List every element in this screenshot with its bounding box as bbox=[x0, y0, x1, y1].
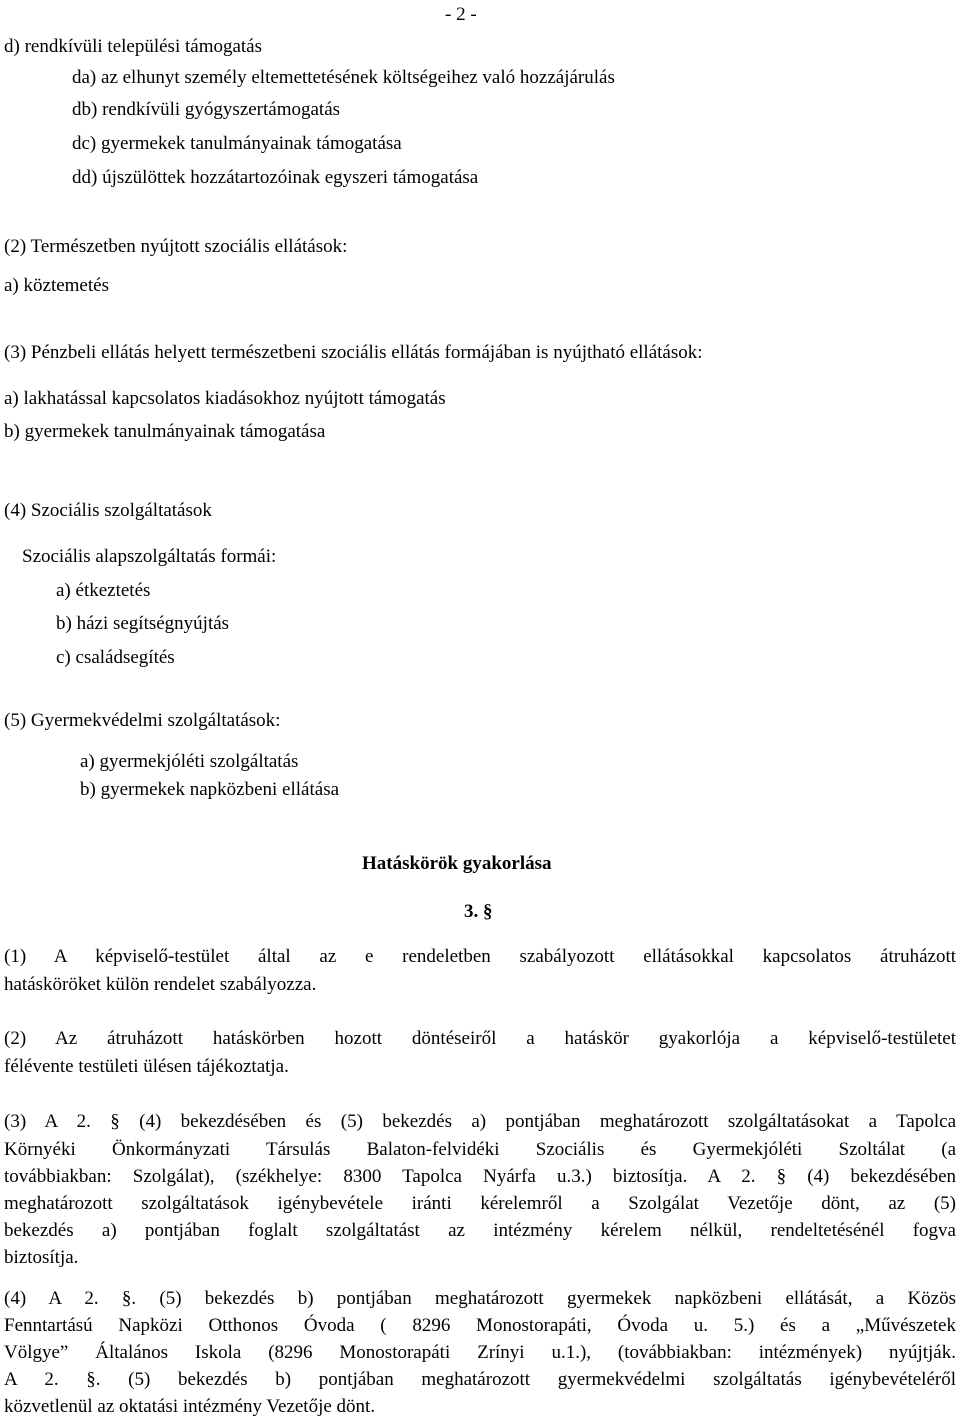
list-item: dc) gyermekek tanulmányainak támogatása bbox=[72, 133, 402, 154]
section-4-title: (4) Szociális szolgáltatások bbox=[4, 500, 212, 521]
list-item: da) az elhunyt személy eltemettetésének költségeihez való hozzájárulás bbox=[72, 67, 615, 88]
paragraph-3-line: bekezdés a) pontjában foglalt szolgáltatást az intézmény kérelem nélkül, rendeltetésénél fogva bbox=[4, 1220, 956, 1241]
paragraph-1-line: (1) A képviselő-testület által az e rendeletben szabályozott ellátásokkal kapcsolatos átruházott bbox=[4, 946, 956, 967]
section-5-title: (5) Gyermekvédelmi szolgáltatások: bbox=[4, 710, 281, 731]
paragraph-1-line: hatásköröket külön rendelet szabályozza. bbox=[4, 974, 317, 995]
paragraph-4-line: (4) A 2. §. (5) bekezdés b) pontjában meghatározott gyermekek napközbeni ellátását, a Közös bbox=[4, 1288, 956, 1309]
list-item: dd) újszülöttek hozzátartozóinak egyszeri támogatása bbox=[72, 167, 479, 188]
paragraph-4-line: Fenntartású Napközi Otthonos Óvoda ( 8296 Monostorapáti, Óvoda u. 5.) és a „Művészetek bbox=[4, 1315, 956, 1336]
list-item: a) étkeztetés bbox=[56, 580, 151, 601]
paragraph-2-line: (2) Az átruházott hatáskörben hozott döntéseiről a hatáskör gyakorlója a képviselő-testületet bbox=[4, 1028, 956, 1049]
section-heading: Hatáskörök gyakorlása bbox=[362, 853, 552, 874]
section-3-title: (3) Pénzbeli ellátás helyett természetbeni szociális ellátás formájában is nyújtható ellátások: bbox=[4, 342, 703, 363]
list-item: a) köztemetés bbox=[4, 275, 109, 296]
section-4-subtitle: Szociális alapszolgáltatás formái: bbox=[22, 546, 277, 567]
paragraph-2-line: félévente testületi ülésen tájékoztatja. bbox=[4, 1056, 289, 1077]
paragraph-3-line: Környéki Önkormányzati Társulás Balaton-felvidéki Szociális és Gyermekjóléti Szoltálat (a bbox=[4, 1139, 956, 1160]
list-d-title: d) rendkívüli települési támogatás bbox=[4, 36, 263, 57]
list-item: b) házi segítségnyújtás bbox=[56, 613, 230, 634]
paragraph-3-line: továbbiakban: Szolgálat), (székhelye: 8300 Tapolca Nyárfa u.3.) biztosítja. A 2. § (4) bekezdésében bbox=[4, 1166, 956, 1187]
paragraph-3-line: (3) A 2. § (4) bekezdésében és (5) bekezdés a) pontjában meghatározott szolgáltatásokat a Tapolca bbox=[4, 1111, 956, 1132]
paragraph-number: 3. § bbox=[464, 901, 493, 922]
list-item: b) gyermekek tanulmányainak támogatása bbox=[4, 421, 326, 442]
section-2-title: (2) Természetben nyújtott szociális ellátások: bbox=[4, 236, 348, 257]
list-item: a) lakhatással kapcsolatos kiadásokhoz nyújtott támogatás bbox=[4, 388, 446, 409]
paragraph-3-line: biztosítja. bbox=[4, 1247, 79, 1268]
paragraph-3-line: meghatározott szolgáltatások igénybevétele iránti kérelemről a Szolgálat Vezetője dönt, az (5) bbox=[4, 1193, 956, 1214]
paragraph-4-line: közvetlenül az oktatási intézmény Vezetője dönt. bbox=[4, 1396, 376, 1417]
list-item: db) rendkívüli gyógyszertámogatás bbox=[72, 99, 341, 120]
list-item: b) gyermekek napközbeni ellátása bbox=[80, 779, 340, 800]
list-item: c) családsegítés bbox=[56, 647, 175, 668]
page-number: - 2 - bbox=[445, 4, 477, 25]
paragraph-4-line: A 2. §. (5) bekezdés b) pontjában meghatározott gyermekvédelmi szolgáltatás igénybevételéről bbox=[4, 1369, 956, 1390]
paragraph-4-line: Völgye” Általános Iskola (8296 Monostorapáti Zrínyi u.1.), (továbbiakban: intézmények) nyújtják. bbox=[4, 1342, 956, 1363]
list-item: a) gyermekjóléti szolgáltatás bbox=[80, 751, 299, 772]
